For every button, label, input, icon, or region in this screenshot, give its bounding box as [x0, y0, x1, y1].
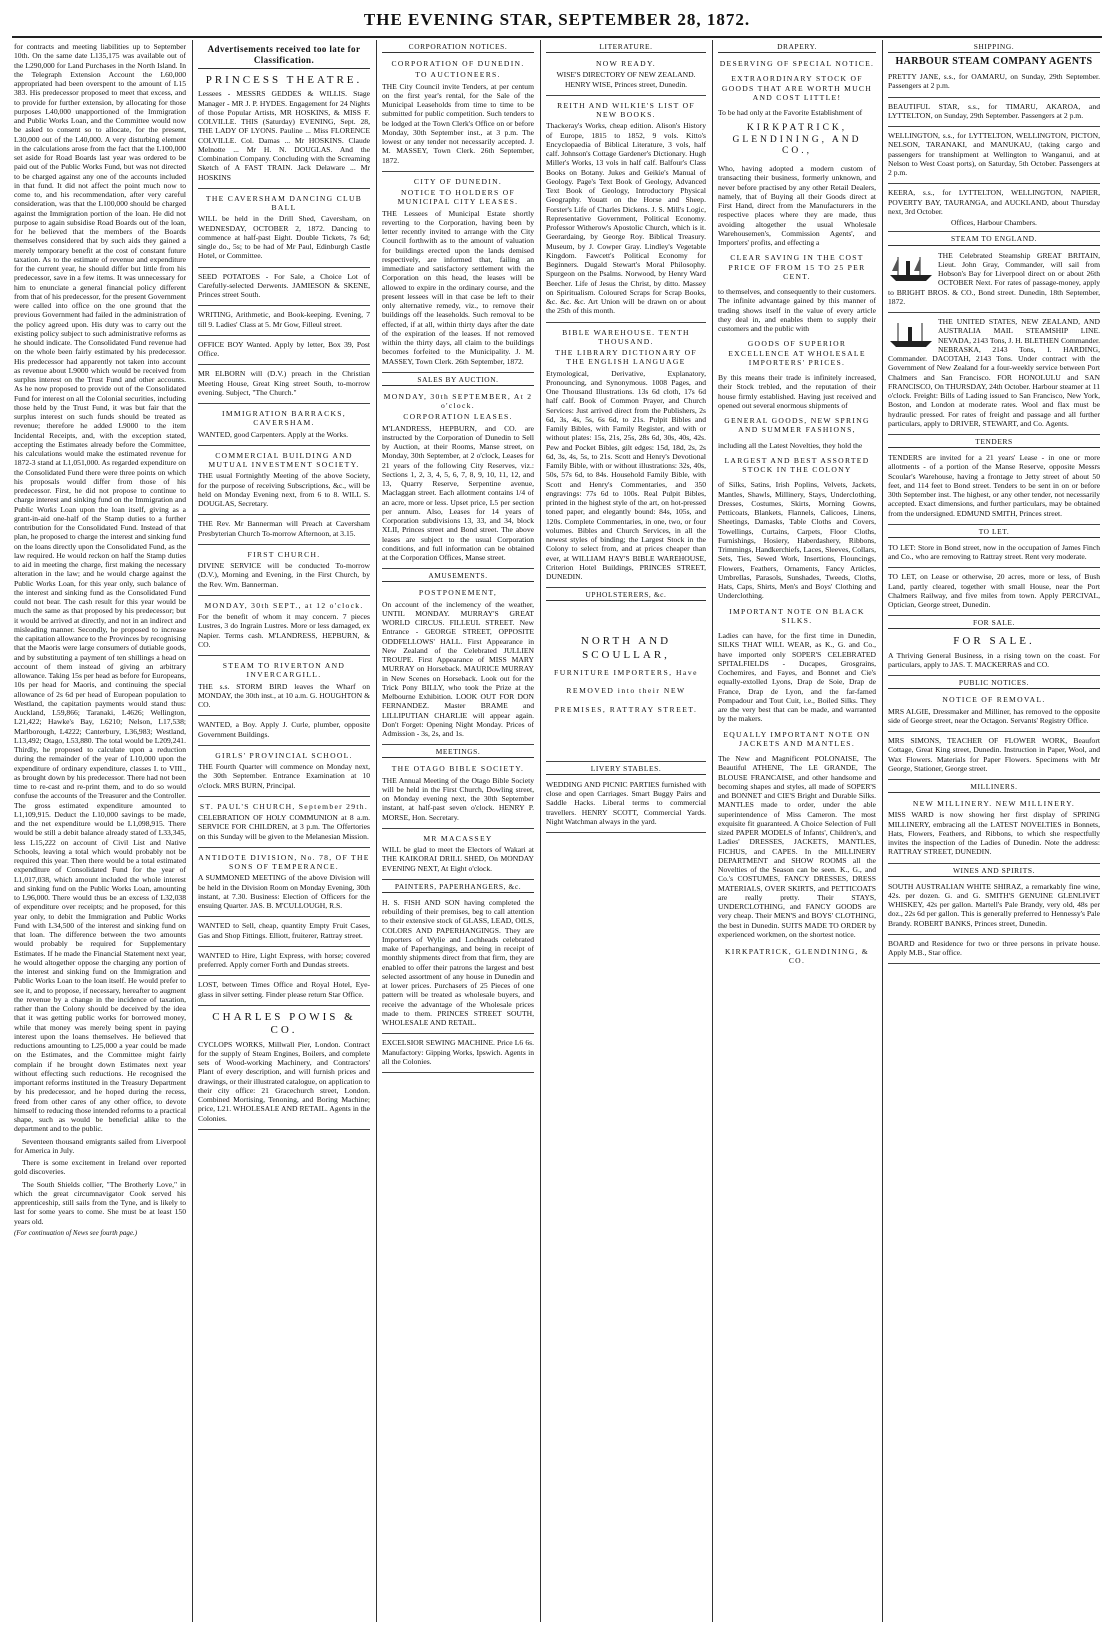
newspaper-masthead: THE EVENING STAR, SEPTEMBER 28, 1872.	[363, 10, 751, 29]
news-paragraph: The South Shields collier, "The Brotherly Love," in which the great circumnavigator Cook served his apprenticeship, still sails from the Tyne, and is likely to last for some years to come. She must be at least 150 years old.	[14, 1179, 186, 1226]
column-divider	[376, 40, 377, 1622]
ad-caption: MR MACASSEY	[423, 833, 493, 843]
ad-body: KEERA, s.s., for LYTTELTON, WELLINGTON, NAPIER, POVERTY BAY, TAURANGA, and AUCKLAND, about Thursday next, 3rd October.	[888, 188, 1100, 216]
advertisement	[198, 448, 370, 516]
section-heading: LIVERY STABLES.	[546, 764, 706, 775]
advertisement	[382, 174, 534, 373]
advertisement	[888, 451, 1100, 525]
ad-body: THE Lessees of Municipal Estate shortly reverting to the Corporation, having been by letter recently invited to arrange with the City Council forthwith as to the amount of valuation for buildings erected upon the lands demised respectively, are informed that, failing an immediate and satisfactory settlement with the Corporation on this head, the leases will be allowed to expire in the ordinary course, and the present lessees will in that case be left to their only alternative remedy, viz., to remove their buildings off the leaseholds. Such removal to be effected, if at all, within thirty days after the date of the expiration of the leases. If not removed within the thirty days, all claim to the buildings becomes forfeited to the Municipality. J. M. MASSEY, Town Clerk. 26th September, 1872.	[382, 208, 534, 366]
ad-caption: MONDAY, 30th SEPTEMBER, At 2 o'clock.	[383, 391, 533, 411]
ad-body: THE Rev. Mr Bannerman will Preach at Caversham Presbyterian Church To-morrow Afternoon, at 3.15.	[198, 519, 370, 538]
shipping-banner: HARBOUR STEAM COMPANY AGENTS	[895, 56, 1093, 68]
ad-caption: POSTPONEMENT,	[418, 588, 498, 598]
news-paragraph: Seventeen thousand emigrants sailed from Liverpool for America in July.	[14, 1136, 186, 1155]
section-heading: SALES BY AUCTION.	[382, 375, 534, 386]
advertisement	[888, 880, 1100, 935]
advertisement	[198, 978, 370, 1006]
ad-caption: FIRST CHURCH.	[247, 549, 321, 559]
section-heading: UPHOLSTERERS, &c.	[546, 590, 706, 601]
ad-body: THE Celebrated Steamship GREAT BRITAIN, Lieut. John Gray, Commander, will sail from Hobson's Bay for Liverpool direct on or about 26th OCTOBER Next. For rates of passage-money, apply to BRIGHT BROS. & CO., Bond street. Dunedin, 18th September, 1872.	[888, 250, 1100, 306]
advertisement	[888, 632, 1100, 676]
drapery-text: to themselves, and consequently to their customers. The infinite advantage gained by this manner of trading shows itself in the value of every article they deal in, and enables them to supply their customers and the public with	[718, 287, 876, 334]
column-divider	[882, 40, 883, 1622]
advertisement	[198, 949, 370, 977]
ad-body: SEED POTATOES - For Sale, a Choice Lot of Carefully-selected Derwents. JAMIESON & SKENE, Princes street South.	[198, 271, 370, 300]
advertisement	[546, 56, 706, 96]
ad-body: MRS ALGIE, Dressmaker and Milliner, has removed to the opposite side of George street, near the Octagon. Servants' Registry Office.	[888, 706, 1100, 725]
ad-body: TO LET, on Lease or otherwise, 20 acres, more or less, of Bush Land, partly cleared, together with small House, near the Port Chalmers Railway, and five miles from town. Apply PERCIVAL, Optician, George street, Dunedin.	[888, 572, 1100, 610]
advertisement	[382, 389, 534, 570]
drapery-title: GENERAL GOODS, NEW SPRING AND SUMMER FASHIONS,	[724, 416, 870, 435]
advertisement	[888, 734, 1100, 780]
ad-body: M'LANDRESS, HEPBURN, and CO. are instructed by the Corporation of Dunedin to Sell by Auction, at their Rooms, Manse street, on Monday, 30th September, at 2 o'clock, Leases for 21 years of the following City Reserves, viz.: Sections 1, 2, 3, 4, 5, 6, 7, 8, 9, 10, 11, 12, and 13, Quarry Reserve, Serpentine avenue, Maclaggan street. Each allotment contains 1/4 of an acre, more or less. Upset price, L5 per section per annum. Also, Leases for 14 years of Corporation subdivisions 13, 33, and 34, block XLII, Princes street and Bond street. The above leases are subject to the usual Corporation conditions, and full information can be obtained at the Corporation Offices, Manse street.	[382, 423, 534, 563]
news-paragraph: There is some excitement in Ireland over reported gold discoveries.	[14, 1158, 186, 1177]
ad-body: TO LET: Store in Bond street, now in the occupation of James Finch and Co., who are removing to Rattray street. Rent very moderate.	[888, 542, 1100, 562]
ad-caption: ANTIDOTE DIVISION, No. 78, OF THE SONS OF TEMPERANCE.	[198, 852, 370, 872]
masthead-rule	[12, 36, 1102, 38]
ad-caption: THE CAVERSHAM DANCING CLUB BALL	[205, 193, 363, 213]
ad-body: WELLINGTON, s.s., for LYTTELTON, WELLINGTON, PICTON, NELSON, TARANAKI, and MANUKAU, (taking cargo and passengers for transhipment at Wellington to Wanganui, and at Nelson to West Coast ports), on Saturday, 5th October. Passengers at 2 p.m.	[888, 131, 1100, 178]
ad-body: THE UNITED STATES, NEW ZEALAND, AND AUSTRALIA MAIL STEAMSHIP LINE. NEVADA, 2143 Tons, J. H. BLETHEN Commander. NEBRASKA, 2143 Tons, I. HARDING, Commander. DACOTAH, 2143 Tons. Under contract with the Government of New Zealand for a four-weekly service between Port Chalmers and San Francisco. FOR HONOLULU and SAN FRANCISCO, On THURSDAY, 24th October. Harbour steamer at 11 o'clock. Freight: Bills of Lading issued to San Francisco, New York, Boston, and London at moderate rates. Wool and flax must be hydraulic pressed. For rates of freight and passage and all further particulars, apply to DRIVER, STEWART, and Co. Agents.	[888, 317, 1100, 428]
ad-body: PRETTY JANE, s.s., for OAMARU, on Sunday, 29th September. Passengers at 2 p.m.	[888, 72, 1100, 91]
ad-caption: FOR SALE.	[953, 635, 1035, 648]
ad-caption: COMMERCIAL BUILDING AND MUTUAL INVESTMENT SOCIETY.	[208, 450, 360, 470]
advertisement	[888, 129, 1100, 184]
drapery-title: EXTRAORDINARY STOCK OF GOODS THAT ARE WORTH MUCH AND COST LITTLE!	[721, 74, 873, 102]
advertisement	[382, 896, 534, 1035]
ad-body: OFFICE BOY Wanted. Apply by letter, Box 39, Post Office.	[198, 339, 370, 359]
ad-signature: Offices, Harbour Chambers.	[951, 218, 1037, 228]
ad-caption: NOTICE OF REMOVAL.	[942, 695, 1046, 705]
column-divider	[192, 40, 193, 1622]
ad-body: H. S. FISH AND SON having completed the rebuilding of their premises, beg to call attention to their extensive stock of GLASS, LEAD, OILS, COLORS AND PAPERHANGINGS. They are Importers of Wylie and Lochheads celebrated make of Paperhangings, and being in receipt of monthly shipments direct from that firm, they are enabled to offer their patrons the largest and best selected assortment of any house in Dunedin and at lower prices. Purchasers of 25 Pieces of one pattern will be treated as wholesale buyers, and receive the advantage of the Wholesale prices made to them. PRINCES STREET SOUTH, WHOLESALE AND RETAIL.	[382, 897, 534, 1028]
section-heading: TO LET.	[888, 527, 1100, 538]
advertisement	[198, 367, 370, 404]
ad-body: A SUMMONED MEETING of the above Division will be held in the Division Room on Monday Evening, 30th instant, at 7.30. Business: Election of Officers for the ensuing Quarter. JAS. B. M'CULLOUGH, R.S.	[198, 873, 370, 911]
advertisement	[198, 850, 370, 918]
drapery-signature: KIRKPATRICK, GLENDINING, & CO.	[724, 947, 870, 966]
shipping-column	[888, 42, 1100, 1620]
ad-caption: CITY OF DUNEDIN.	[413, 176, 503, 186]
ad-subcaption: CORPORATION LEASES.	[403, 412, 513, 422]
advertisement	[382, 1036, 534, 1073]
ad-body: THE s.s. STORM BIRD leaves the Wharf on MONDAY, the 30th inst., at 10 a.m. G. HOUGHTON & CO.	[198, 681, 370, 710]
ad-body: WANTED to Sell, cheap, quantity Empty Fruit Cases, Gas and Shop Fittings. Elliott, fruiterer, Rattray street.	[198, 921, 370, 940]
drapery-title: EQUALLY IMPORTANT NOTE ON JACKETS AND MANTLES.	[723, 729, 871, 748]
firm-name: KIRKPATRICK, GLENDINING, AND CO.,	[732, 123, 862, 157]
ad-body: WANTED, a Boy. Apply J. Curle, plumber, opposite Government Buildings.	[198, 720, 370, 739]
ad-body: WEDDING AND PICNIC PARTIES furnished with close and open Carriages. Smart Buggy Pairs and Saddle Hacks. Liberal terms to commercial travellers. HENRY SCOTT, Commercial Yards. Night Watchman always in the yard.	[546, 779, 706, 826]
ad-caption: REITH AND WILKIE'S LIST OF NEW BOOKS.	[557, 100, 695, 120]
advertisement	[198, 517, 370, 545]
ad-body: THE Fourth Quarter will commence on Monday next, the 30th September. Entrance Examination at 10 o'clock. MRS BURN, Principal.	[198, 762, 370, 790]
advertisement	[198, 71, 370, 189]
ad-body: WILL be glad to meet the Electors of Wakari at THE KAIKORAI DRILL SHED, On MONDAY EVENING NEXT, At Eight o'clock.	[382, 845, 534, 873]
drapery-title: GOODS OF SUPERIOR EXCELLENCE AT WHOLESALE IMPORTERS' PRICES.	[728, 339, 866, 367]
advertisement	[198, 718, 370, 746]
advertisement	[198, 658, 370, 716]
ad-subcaption: NOTICE TO HOLDERS OF MUNICIPAL CITY LEASES.	[397, 188, 519, 207]
section-heading: PUBLIC NOTICES.	[888, 678, 1100, 689]
ad-caption: MONDAY, 30th SEPT., at 12 o'clock.	[204, 600, 364, 610]
advertisement	[198, 406, 370, 446]
late-ads-heading: Advertisements received too late for Classification.	[198, 44, 370, 69]
ad-body: Lessees - MESSRS GEDDES & WILLIS. Stage Manager - MR J. P. HYDES. Engagement for 24 Nights of those Popular Artists, MR HOSKINS, & MISS F. COLVILLE. THIS (Saturday) EVENING, Sept. 28, THE LADY OF LYONS. Pauline ... Miss FLORENCE COLVILLE. Col. Damas ... Mr HOSKINS. Claude Melnotte ... Mr H. N. DOUGLAS. And the Combination Company. Concluding with the Screaming Sketch of A FAST TRAIN. Jack Delaware ... Mr HOSKINS	[198, 89, 370, 182]
ad-body: CELEBRATION OF HOLY COMMUNION at 8 a.m. SERVICE FOR CHILDREN, at 3 p.m. The Offertories on this Sunday will be given to the Melanesian Mission.	[198, 813, 370, 841]
section-heading: PAINTERS, PAPERHANGERS, &c.	[382, 882, 534, 893]
ad-subcaption: THE LIBRARY DICTIONARY OF THE ENGLISH LANGUAGE	[555, 348, 697, 367]
drapery-title: CLEAR SAVING IN THE COST PRICE OF FROM 15 TO 25 PER CENT.	[728, 253, 866, 281]
advertisement	[198, 308, 370, 336]
ad-caption: IMMIGRATION BARRACKS, CAVERSHAM.	[222, 409, 346, 428]
drapery-text: By this means their trade is infinitely increased, their Stock trebled, and the reputation of their house firmly established. Having just received and opened out several enormous shipments of	[718, 373, 876, 410]
ad-body: WISE'S DIRECTORY OF NEW ZEALAND. HENRY WISE, Princes street, Dunedin.	[556, 70, 696, 89]
ad-caption: NOW READY.	[596, 59, 656, 69]
news-column	[14, 42, 186, 1620]
ad-body: For the benefit of whom it may concern. 7 pieces Lustres, 3 do Ingrain Lustres. More or less damaged, ex Napier. Terms cash. M'LANDRESS, HEPBURN, & CO.	[198, 612, 370, 649]
section-heading: DRAPERY.	[718, 42, 876, 53]
advertisement	[888, 796, 1100, 864]
column-divider	[540, 40, 541, 1622]
advertisement	[888, 186, 1100, 232]
ad-body: Thackeray's Works, cheap edition. Alison's History of Europe, 1815 to 1852, 9 vols. Kitto's Encyclopaedia of Biblical Literature, 3 vols, half calf. Johnson's Cottage Gardener's Dictionary. Hugh Miller's Works, 13 vols in half calf. Balfour's Class Books on Botany. Jukes and Geikie's Manual of Geology. Page's Text Book of Geology, Advanced Text Book of Geology, Introductory Physical Geography. Youatt on the Horse and Sheep. Forster's Life of Charles Dickens. J. S. Mill's Logic, Representative Government, Political Economy. Professor Witherow's Apostolic Church, which is it. Geerardaing, by George Roy. Biblical Treasury. Museum, by J. Cowper Gray. Lindley's Vegetable Kingdom. Fawcett's Political Economy for Beginners. Dugald Stewart's Moral Philosophy. Spurgeon on the Psalms. Norwood, by Henry Ward Beecher. Life of Jesus the Christ, by ditto. Massey on Spiritualism. Coloured Scraps for Scrap Books, &c. &c. &c. Art Union will be drawn on or about the 25th of this month.	[546, 121, 706, 316]
ad-body: WANTED to Hire, Light Express, with horse; covered preferred. Apply corner Forth and Dundas streets.	[198, 950, 370, 970]
ad-caption: BIBLE WAREHOUSE. TENTH THOUSAND.	[562, 327, 690, 346]
advertisement	[198, 270, 370, 307]
advertisement	[198, 748, 370, 797]
ad-caption: NEW MILLINERY. NEW MILLINERY.	[912, 799, 1076, 809]
drapery-title: IMPORTANT NOTE ON BLACK SILKS.	[729, 606, 865, 625]
advertisement	[888, 249, 1100, 314]
ad-caption: THE OTAGO BIBLE SOCIETY.	[391, 764, 525, 774]
advertisement	[382, 56, 534, 172]
ad-caption: CORPORATION OF DUNEDIN.	[391, 59, 525, 69]
ad-body: MISS WARD is now showing her first display of SPRING MILLINERY, embracing all the LATEST NOVELTIES in Bonnets, Hats, Flowers, Feathers, and Ribbons, to which she respectfully invites the inspection of the Ladies of Dunedin. Note the address: RATTRAY STREET, DUNEDIN.	[888, 810, 1100, 857]
steamship-icon	[888, 253, 934, 283]
ad-caption: PRINCESS THEATRE.	[205, 73, 363, 86]
late-advertisements-column	[198, 42, 370, 1620]
ad-body: WILL be held in the Drill Shed, Caversham, on WEDNESDAY, OCTOBER 2, 1872. Dancing to commence at half-past Eight. Double Tickets, 7s 6d; single do., 5s; to be had of Mr Paul, Edinburgh Castle Hotel, or Committee.	[198, 214, 370, 261]
ad-body: THE usual Fortnightly Meeting of the above Society, for the purpose of receiving Subscriptions, &c., will be held on Monday Evening next, from 6 to 8. WILL S. DOUGLAS, Secretary.	[198, 471, 370, 509]
advertisement	[888, 541, 1100, 569]
ad-caption: CHARLES POWIS & CO.	[212, 1010, 356, 1037]
advertisement	[888, 100, 1100, 128]
late-ads-list	[198, 71, 370, 1130]
advertisement	[382, 761, 534, 829]
advertisement	[546, 98, 706, 323]
ad-body: MRS SIMONS, TEACHER OF FLOWER WORK, Beaufort Cottage, Great King street, Dunedin. Instruction in Paper, Wool, and Wax Flowers. Materials for Paper Flowers. Specimens with Mr George, Stationer, George street.	[888, 736, 1100, 773]
column-divider	[712, 40, 713, 1622]
ad-caption: STEAM TO RIVERTON AND INVERCARGILL.	[222, 661, 346, 680]
ad-body: WANTED, good Carpenters. Apply at the Works.	[198, 429, 349, 439]
ad-body: BEAUTIFUL STAR, s.s., for TIMARU, AKAROA, and LYTTELTON, on Sunday, 29th September. Passengers at 2 p.m.	[888, 101, 1100, 120]
ad-body: DIVINE SERVICE will be conducted To-morrow (D.V.), Morning and Evening, in the First Church, by the Rev. Wm. Bannerman.	[198, 561, 370, 589]
section-heading: SHIPPING.	[888, 42, 1100, 53]
ad-body: A Thriving General Business, in a rising town on the coast. For particulars, apply to JAS. T. MACKERRAS and CO.	[888, 650, 1100, 669]
ad-body: FURNITURE IMPORTERS, Have REMOVED into their NEW PREMISES, RATTRAY STREET.	[554, 668, 698, 714]
continuation-note: (For continuation of News see fourth page.)	[14, 1228, 138, 1237]
financial-statement-text: for contracts and meeting liabilities up to September 10th. On the same date L135,175 was available out of the L290,000 for Land Purchases in the North Island. In the Telegraph Extension Account the L60,000 appropriated had been overspent to the amount of L15 383. His predecessor proposed to meet that excess, and to provide for further extension, by allocating for those purposes L40,000 unapportioned of the Immigration and Public Works Loan, and the Committee would now be asked to consent so to allocate, for the present, L30,000 out of the L40,000. A very disturbing element in the calculations arose from the fact that the L100,000 set aside for Road Boards last year was ordered to be paid out of the Public Works Fund, but was not directed to be charged against any one of the accounts included in that fund. It did not affect the point much now to come to, and his recommendation, after very careful consideration, was that the L100,000 should be charged against the Immigration portion of the loan. He did not purpose to again subsidise Road Boards out of the loan, for he believed that the members of the Boards themselves considered that by such aids they gained a merely temporary benefit at the cost of constant future taxation. As to the estimate of revenue and expenditure for the current year, he should differ but little from his predecessor, save in a few items. It was unnecessary for him to enunciate a general financial policy different from that of his predecessor, for the present Government were called into office on the one ground that the previous Government had failed in the administration of the policy agreed upon. His duty was to carry out the existing policy subject to such administrative reforms as he should indicate. The Consolidated Fund revenue had on the whole been fairly estimated by his predecessor. His predecessor had apparently not taken into account as revenue about L9000 which would be received from surplus interest on the Trust Fund and other accounts. As he now proposed to provide out of the Consolidated Fund for interest on all the Colonial securities, including those held by the Trust Fund, it was but fair that the surplus interest on such funds should be treated as revenue; therefore he added L9000 to the item Incidental Receipts, and, with the exception stated, accepting the Estimates already before the Committee, his calculations would make the estimated revenue for 1872-3 stand at L1,051,000. As regarded expenditure on the Consolidated Fund there were three points on which his proposals would differ from those of his predecessor. First, he did not propose to continue to charge interest and sinking fund on the Immigration and Public Works Loan upon the loan itself, giving as a grant-in-aid one-half of the Stamp duties to a further contribution for the Consolidated Fund. Instead of that plan, he proposed to charge the interest and sinking fund on the loans directly upon the Consolidated Fund, as the law required. He would reckon on half the Stamp duties to aid in meeting the charge, first making the necessary alteration in the law; and he would charge against the Public Works Loan, for this year only, such balance of the interest and sinking fund as the Consolidated Fund could not bear. The cash result for this year would be much the same as that proposed by his predecessor; but it would be arrived at directly, and not in an indirect and misleading manner. Secondly, he proposed to increase the capitation allowance to the Provinces by recognising that the Maoris were large consumers of dutiable goods, and by substituting a payment of ten shillings a head on account of them instead of giving an arbitrary allowance. Taking 15s per head as before for Europeans, 10s per head for Maoris, and continuing the special allowance of 2s 6d per head of European population to Westland, the capitation payments would stand thus: Auckland, L59,866; Taranaki, L4626; Wellington, L21,422; Hawke's Bay, L6210; Nelson, L17,538; Marlborough, L4222; Canterbury, L36,983; Westland, L13,492; Otago, L53,880. The total would be L209,241. Thirdly, he proposed to calculate upon a reduction during the remainder of the year of L10,000 upon the expenditure of ordinary expenditure, classes I. to VIII., as brought down by his predecessor. There had not been time to re-cast and re-print them, and to do so would confuse the accounts of the Treasurer and the Controller. The gross estimated expenditure amounted to L1,109,915. Deduct the L10,000 savings to be made, and the net expenditure would be L1,098,915. There would be still a debit balance already stated of L33,345, less L15,222 on account of Civil List and Native Schools, leaving a total which would probably not be required this year. Then there would be a total estimated expenditure of Consolidated Fund for the year of L1,017,038, which amount included the whole interest and sinking fund on the Public Works Loan, amounting to L96,000. There would thus be an excess of L32,038 of expenditure over receipts; and he proposed, for this year only, to debit the Immigration and Public Works Fund with L34,500 of the interest and sinking fund on that loan. The difference between the two amounts would probably be required for Supplementary Estimates. If he made the Financial Statement next year, he would altogether oppose the charging any portion of the interest and sinking fund on the Immigration and Public Works Loan to the loan itself. He would prefer to see it, and to propose, if necessary, hereafter to augment the revenue by a change in the incidence of taxation, rather than the Colony should be deceived by the idea that it was getting public works for borrowed money, while that money was merely being spent in paying interest upon the loans themselves. He believed that reductions amounting to L25,000 a year could be made on the Estimates, and the Committee might fairly complain if he brought down Estimates next year without effecting such reductions. He recognised the important reforms instituted in the Treasury Department by his predecessor, and he hoped during the recess, freed from other cares of any other office, to devote himself to reducing those intended reforms to a practical shape, such as would be beneficial alike to the department and to the public.	[14, 42, 186, 1134]
ad-caption: GIRLS' PROVINCIAL SCHOOL.	[215, 750, 353, 760]
drapery-text: Ladies can have, for the first time in Dunedin, SILKS THAT WILL WEAR, as K., G. and Co., have imported only SOPER'S CELEBRATED SPITALFIELDS - Ducapes, Grosgrains, Cochemires, and Fayes, and Bonnet and Cie's equally-extolled Lyons, Drap de Soie, Drap de France, Drap de Lyon, and the far-famed Pompadour and Tout Cuit, i.e., Boiled Silks. They are the very best that can be made, and warranted by the makers.	[718, 631, 876, 724]
advertisement	[888, 937, 1100, 965]
literature-column	[546, 42, 706, 1620]
ad-body: THE Annual Meeting of the Otago Bible Society will be held in the First Church, Dowling street, on Monday evening next, the 30th September instant, at half-past seven o'clock. HENRY P. MORSE, Hon. Secretary.	[382, 775, 534, 822]
advertisement	[546, 778, 706, 833]
drapery-title: LARGEST AND BEST ASSORTED STOCK IN THE COLONY	[724, 455, 870, 475]
drapery-title: DESERVING OF SPECIAL NOTICE.	[719, 59, 875, 69]
ad-body: LOST, between Times Office and Royal Hotel, Eye-glass in silver setting. Finder please return Star Office.	[198, 980, 370, 999]
section-heading: STEAM TO ENGLAND.	[888, 234, 1100, 245]
advertisement	[546, 604, 706, 761]
advertisement	[198, 919, 370, 947]
section-heading: AMUSEMENTS.	[382, 571, 534, 582]
ad-caption: ST. PAUL'S CHURCH, September 29th.	[199, 801, 369, 811]
section-heading: TENDERS	[888, 437, 1100, 448]
ad-body: MR ELBORN will (D.V.) preach in the Christian Meeting House, Great King street South, to-morrow evening. Subject, "The Church."	[198, 369, 370, 397]
ad-body: TENDERS are invited for a 21 years' Lease - in one or more allotments - of a portion of the Manse Reserve, opposite Messrs Scoular's Warehouse, having a frontage to Jetty street of about 50 feet, and 114 feet to Bond street. Tenders to be sent in on or before 30th September inst. The highest, or any other tender, not necessarily accepted. Exact dimensions, and further particulars, may be obtained from the undersigned. EDMUND SMITH, Princes street.	[888, 453, 1100, 518]
advertisement	[382, 831, 534, 880]
steamship-icon	[888, 319, 934, 349]
advertisement	[888, 70, 1100, 98]
corporation-column	[382, 42, 534, 1620]
ad-body: Etymological, Derivative, Explanatory, Pronouncing, and Synonymous. 1008 Pages, and One Thousand Illustrations. 13s 6d cloth, 17s 6d half calf. Book of Common Prayer, and Church Services: Just arrived direct from the Publishers, 2s 6d, 3s, 4s, 5s, 6s 6d, to 21s. Pulpit Bibles and Family Bibles, with Family Register, and with or without plates: 15s, 21s, 25s, 28s 6d, 30s, 40s, 42s. Pew and Pocket Bibles, gilt edges: 15d, 18d, 2s, 2s 6d, 3s, 4s, 5s, to 21s. Scott and Henry's Devotional Family Bible, with or without illustrations: 32s, 40s, 50s, 57s 6d, to 84s. Household Family Bible, with Scott and Henry's Commentaries, and 350 engravings: 77s 6d to 100s. Real Pulpit Bibles, printed in the highest style of the art, on hot-pressed toned paper, and elegantly bound: 84s, 105s, and 120s. Complete Commentaries, in one, two, or four volumes. Bibles and Church Services, in all the newest styles of binding; the Largest Stock in the Colony to select from, and at prices cheaper than ever, at WILLIAM HAY'S BIBLE WAREHOUSE, Criterion Hotel Buildings, PRINCES STREET, DUNEDIN.	[546, 368, 706, 582]
section-heading: FOR SALE.	[888, 618, 1100, 629]
section-heading: LITERATURE.	[546, 42, 706, 53]
ad-subcaption: TO AUCTIONEERS.	[415, 70, 501, 80]
advertisement	[198, 598, 370, 656]
advertisement	[546, 325, 706, 589]
section-heading: MEETINGS.	[382, 747, 534, 758]
ad-caption: NORTH AND SCOULLAR,	[580, 635, 672, 661]
advertisement	[198, 547, 370, 596]
ad-body: SOUTH AUSTRALIAN WHITE SHIRAZ, a remarkably fine wine, 42s. per dozen. G. and G. SMITH'S GENUINE GLENLIVET WHISKEY, 42s per gallon. Martell's Pale Brandy, very old, 48s per doz., 22s 6d per gallon. This is generally preferred to Hennessy's Pale Brandy. ROBERT BANKS, Princes street, Dunedin.	[888, 881, 1100, 928]
advertisement	[198, 1008, 370, 1130]
advertisement	[382, 585, 534, 745]
ad-body: WRITING, Arithmetic, and Book-keeping. Evening, 7 till 9. Ladies' Class at 5. Mr Gow, Filleul street.	[198, 310, 370, 329]
ad-body: THE City Council invite Tenders, at per centum on the first year's rental, for the Sale of the Municipal Leaseholds from time to time to be submitted for public competition. Such tenders to be lodged at the Town Clerk's Office on or before Monday, 30th September inst., at 3 p.m. The lowest or any tender not necessarily accepted. J. M. MASSEY, Town Clerk. 26th September, 1872.	[382, 81, 534, 165]
drapery-text: including all the Latest Novelties, they hold the	[718, 440, 863, 450]
advertisement	[198, 191, 370, 268]
advertisement	[198, 338, 370, 366]
section-heading: WINES AND SPIRITS.	[888, 866, 1100, 877]
ad-body: CYCLOPS WORKS, Millwall Pier, London. Contract for the supply of Steam Engines, Boilers, and complete sets of Wood-working Machinery, and Contractors' Plant of every description, and will furnish prices and drawings, or their illustrated catalogue, on application to their city office: 21 Gracechurch street, London. Combined Mortising, Tenoning, and Boring Machine; price, L21. WHOLESALE AND RETAIL. Agents in the Colonies.	[198, 1039, 370, 1123]
ad-body: On account of the inclemency of the weather, UNTIL MONDAY. MURRAY'S GREAT WORLD CIRCUS. FILLEUL STREET. New Entrance - GEORGE STREET, OPPOSITE ODDFELLOWS' HALL. First Appearance in New Zealand of the Celebrated JULLIEN TROUPE. First Appearance of MISS MARY MURRAY on Horseback. MAURICE MURRAY in New Scenes on Horseback. Look out for the Trick Pony BILLY, who took the Prize at the Melbourne Exhibition. LOOK OUT FOR DON FERNANDEZ. Master BRAME and LILLIPUTIAN CHARLIE will appear again. Don't Forget: Opening Night Monday. Prices of Admission - 3s, 2s, and 1s.	[382, 599, 534, 739]
section-heading: MILLINERS.	[888, 782, 1100, 793]
drapery-text: To be had only at the Favorite Establishment of	[718, 108, 863, 118]
ad-body: EXCELSIOR SEWING MACHINE. Price L6 6s. Manufactory: Gipping Works, Ipswich. Agents in all the Colonies.	[382, 1038, 534, 1066]
drapery-column	[718, 42, 876, 1620]
advertisement	[888, 692, 1100, 732]
drapery-text: The New and Magnificent POLONAISE, The Beautiful ATHENE, The LE GRANDE, The BLOUSE FRANCAISE, and other handsome and becoming shapes and styles, all made of SOPER'S and BONNET and CIE'S Bright and Durable Silks. MANTLES made to order, under the able superintendence of Miss Cameron. The most exquisite fit guaranteed. A Choice Selection of Full sized PAPER MODELS of Infants', Children's, and Ladies' DRESSES, JACKETS, MANTLES, FICHUS, and CAPES. In the MILLINERY DEPARTMENT and SHOW ROOMS all the Novelties of the Season can be seen. K., G., and Co.'s COSTUMES, FANCY DRESSES, DRESS MATERIALS, OVER SKIRTS, and PETTICOATS are really pretty. Their STAYS, UNDERCLOTHING, and FANCY GOODS are very cheap. Their MEN'S and BOYS' CLOTHING, the best in Dunedin. SUITS MADE TO ORDER by experienced workmen, on the shortest notice.	[718, 754, 876, 939]
drapery-text: of Silks, Satins, Irish Poplins, Velvets, Jackets, Mantles, Shawls, Millinery, Stays, Underclothing, Dresses, Costumes, Skirts, Morning Gowns, Petticoats, Blankets, Flannels, Calicoes, Linens, Sheetings, Damasks, Table Cloths and Covers, Towellings, Curtains, Carpets, Floor Cloths, Furnishings, Hosiery, Haberdashery, Ribbons, Trimmings, Handkerchiefs, Laces, Sleeves, Collars, Sets, Ties, Sewed Work, Insertions, Flouncings, Flowers, Feathers, Ornaments, Fancy Articles, Umbrellas, Parasols, Sunshades, Tweeds, Cloths, Hats, Caps, Shirts, Men's and Boys' Clothing and Underclothing.	[718, 480, 876, 601]
advertisement	[888, 570, 1100, 616]
advertisement	[888, 315, 1100, 435]
section-heading: CORPORATION NOTICES.	[382, 42, 534, 53]
advertisement	[198, 799, 370, 848]
drapery-text: Who, having adopted a modern custom of transacting their business, formerly unknown, and never before practised by any other Retail Dealers, namely, that of Buying all their Goods direct at First Hand, direct from the Manufacturers in the respective places where they are made, thus avoiding altogether the usual Wholesale Warehousemen's, Commission Agents', and Importers' profits, and effecting a	[718, 164, 876, 248]
ad-body: BOARD and Residence for two or three persons in private house. Apply M.B., Star office.	[888, 938, 1100, 958]
